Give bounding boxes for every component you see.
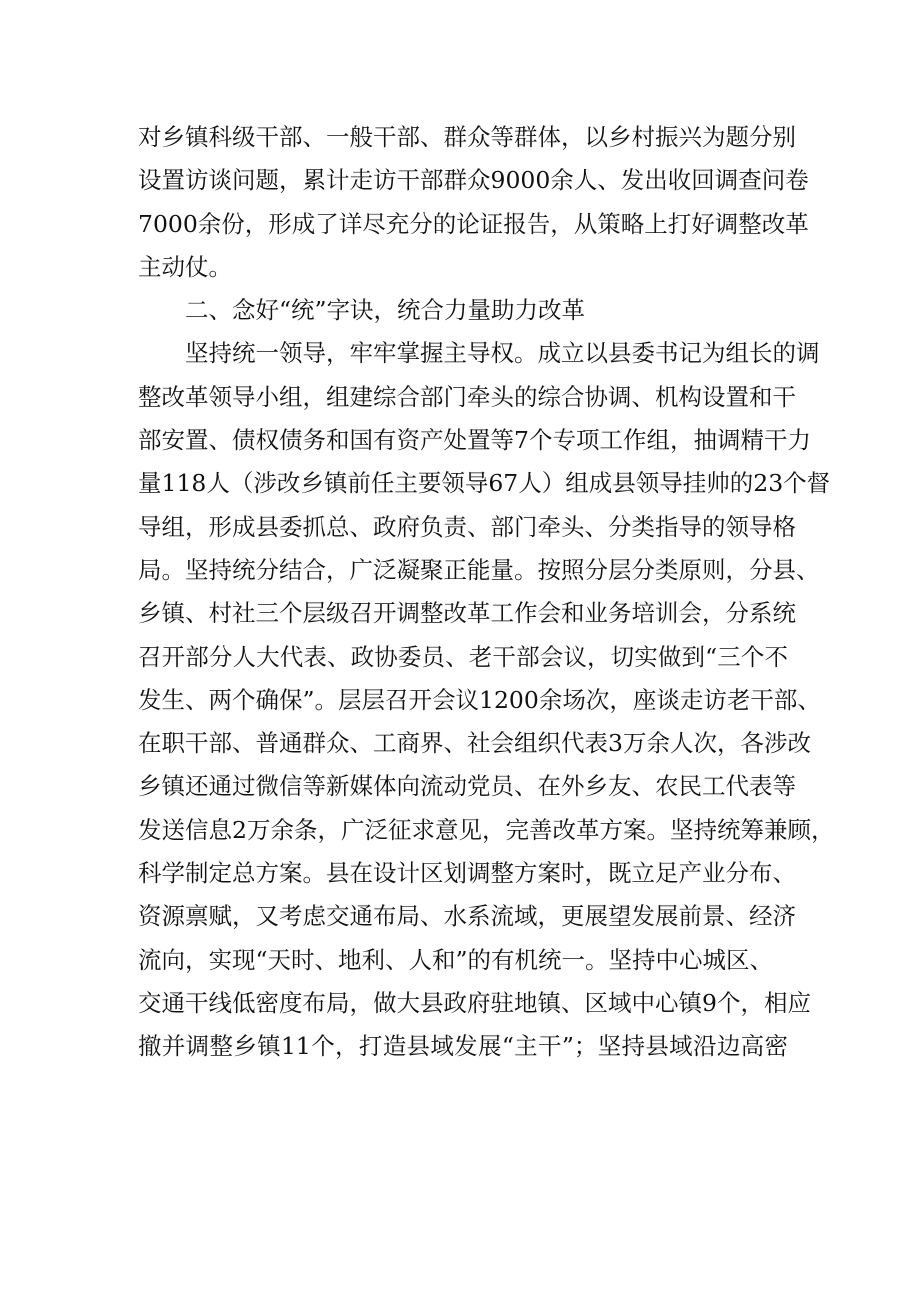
text-line: 资源禀赋，又考虑交通布局、水系流域，更展望发展前景、经济	[138, 902, 796, 931]
text-line: 主动仗。	[138, 252, 232, 281]
text-line: 整改革领导小组，组建综合部门牵头的综合协调、机构设置和干	[138, 382, 796, 411]
text-line: 召开部分人大代表、政协委员、老干部会议，切实做到“三个不	[138, 642, 788, 671]
text-line: 坚持统一领导，牢牢掌握主导权。成立以县委书记为组长的调	[138, 339, 820, 368]
text-line: 撤并调整乡镇11个，打造县域发展“主干”；坚持县域沿边高密	[138, 1032, 788, 1061]
text-line: 在职干部、普通群众、工商界、社会组织代表3万余人次，各涉改	[138, 729, 811, 758]
text-line: 导组，形成县委抓总、政府负责、部门牵头、分类指导的领导格	[138, 512, 796, 541]
text-line: 局。坚持统分结合，广泛凝聚正能量。按照分层分类原则，分县、	[138, 555, 820, 584]
text-line: 二、念好“统”字诀，统合力量助力改革	[138, 296, 586, 325]
text-line: 对乡镇科级干部、一般干部、群众等群体，以乡村振兴为题分别	[138, 123, 796, 151]
text-line: 设置访谈问题，累计走访干部群众9000余人、发出收回调查问卷	[138, 166, 809, 195]
body-text	[138, 116, 835, 1069]
text-line: 量118人（涉改乡镇前任主要领导67人）组成县领导挂帅的23个督	[138, 469, 831, 498]
text-line: 乡镇还通过微信等新媒体向流动党员、在外乡友、农民工代表等	[138, 772, 796, 801]
text-line: 发生、两个确保”。层层召开会议1200余场次，座谈走访老干部、	[138, 685, 821, 714]
text-line: 流向，实现“天时、地利、人和”的有机统一。坚持中心城区、	[138, 945, 774, 974]
text-line: 部安置、债权债务和国有资产处置等7个专项工作组，抽调精干力	[138, 426, 811, 455]
text-line: 交通干线低密度布局，做大县政府驻地镇、区域中心镇9个，相应	[138, 988, 811, 1017]
text-line: 乡镇、村社三个层级召开调整改革工作会和业务培训会，分系统	[138, 599, 796, 628]
text-line: 7000余份，形成了详尽充分的论证报告，从策略上打好调整改革	[138, 209, 809, 238]
text-line: 科学制定总方案。县在设计区划调整方案时，既立足产业分布、	[138, 859, 796, 888]
text-line: 发送信息2万余条，广泛征求意见，完善改革方案。坚持统筹兼顾，	[138, 815, 835, 844]
